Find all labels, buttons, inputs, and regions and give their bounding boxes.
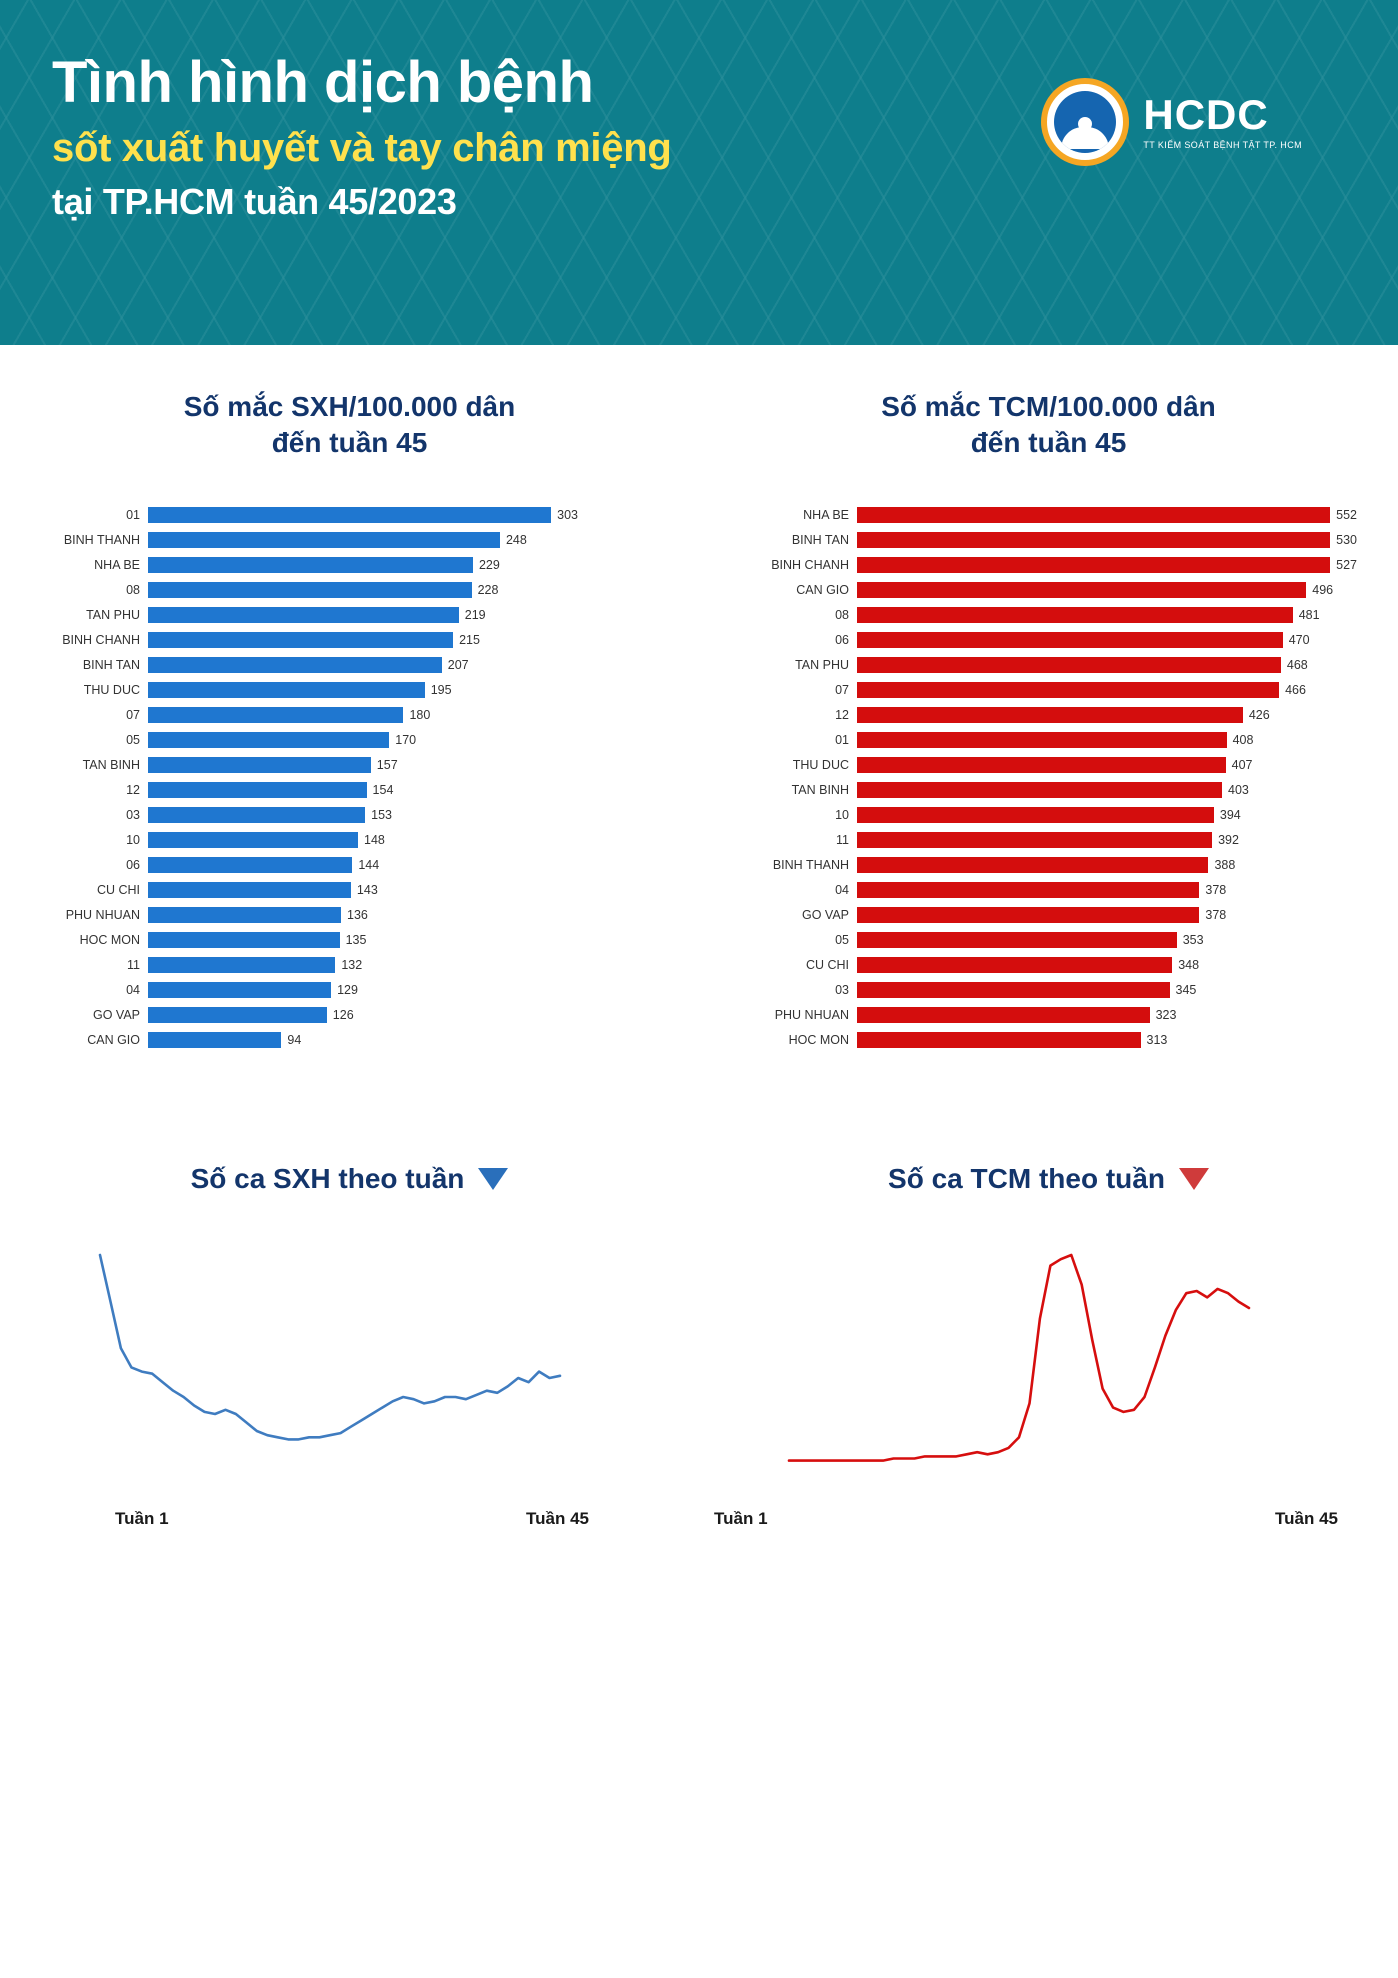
bar-track [857,803,1357,828]
header-banner [0,0,1398,345]
bar-category-label: 11 [127,958,140,973]
bar-row [699,828,1398,853]
bar-track [857,878,1357,903]
bar-row [0,578,699,603]
bar-value-label: 229 [478,558,500,573]
bar-fill [148,1032,281,1048]
trend-line-path [100,1255,560,1439]
bar-category-label: 03 [126,808,140,823]
bar-row [0,553,699,578]
bar-row [699,878,1398,903]
bar-track [857,928,1357,953]
chart-tcm-rate [699,389,1398,1053]
bar-track [857,1003,1357,1028]
bar-row [699,753,1398,778]
bar-value-label: 403 [1228,783,1249,798]
bar-fill [857,507,1330,523]
bar-category-label: NHA BE [803,508,849,523]
bar-track [857,753,1357,778]
bar-category-label: GO VAP [92,1008,140,1023]
bar-category-label: 03 [835,983,849,998]
bar-fill [857,1007,1150,1023]
bar-row [699,703,1398,728]
chart-tcm-weekly-axis [699,1509,1398,1529]
bar-fill [857,607,1293,623]
bar-fill [148,1007,327,1023]
bar-category-label: 07 [126,708,140,723]
bar-track [148,1003,578,1028]
bar-track [148,653,578,678]
bar-value-label: 132 [341,958,363,973]
page-title-line-3: tại TP.HCM tuần 45/2023 [52,180,457,222]
bar-category-label: 07 [835,683,849,698]
bar-category-label: HOC MON [788,1033,849,1048]
bar-fill [148,882,351,898]
bar-row [699,853,1398,878]
bar-category-label: TAN BINH [82,758,140,773]
bar-track [148,753,578,778]
chart-tcm-rate-title-line1: Số mắc TCM/100.000 dân [881,391,1216,422]
axis-start-label: Tuần 1 [714,1508,768,1528]
bar-category-label: CU CHI [96,883,140,898]
chart-sxh-rate-title [0,389,699,461]
bar-track [148,728,578,753]
bar-track [148,503,578,528]
bar-row [0,953,699,978]
bar-fill [148,732,389,748]
bar-value-label: 408 [1232,733,1254,748]
bar-track [857,728,1357,753]
bar-fill [857,757,1226,773]
bar-fill [857,957,1172,973]
chart-sxh-rate-title-line1: Số mắc SXH/100.000 dân [183,391,516,422]
bar-row [0,678,699,703]
trend-line-path [789,1255,1249,1461]
bar-track [148,703,578,728]
bar-row [0,978,699,1003]
bar-fill [148,607,459,623]
bar-fill [148,757,371,773]
bar-value-label: 530 [1336,533,1357,548]
bar-row [699,778,1398,803]
bar-value-label: 348 [1178,958,1200,973]
bar-track [857,553,1357,578]
bar-category-label: 08 [126,583,140,598]
bar-fill [148,782,367,798]
bar-row [699,553,1398,578]
bar-row [699,503,1398,528]
bar-track [148,853,578,878]
bar-category-label: CU CHI [805,958,849,973]
bar-value-label: 378 [1205,908,1227,923]
bar-value-label: 468 [1286,658,1308,673]
bar-fill [148,557,473,573]
bar-value-label: 407 [1231,758,1253,773]
bar-category-label: TAN PHU [795,658,849,673]
bar-category-label: BINH TAN [82,658,140,673]
bar-category-label: TAN BINH [791,783,849,798]
bar-row [699,528,1398,553]
bar-charts-section [0,389,1398,1053]
chart-sxh-weekly-axis [0,1509,699,1529]
bar-track [857,528,1357,553]
bar-value-label: 353 [1182,933,1204,948]
bar-value-label: 392 [1218,833,1239,848]
bar-row [699,578,1398,603]
page-title-line-2: sốt xuất huyết và tay chân miệng [52,125,672,170]
bar-category-label: 10 [126,833,140,848]
bar-track [857,503,1357,528]
chart-tcm-weekly-title-text: Số ca TCM theo tuần [888,1162,1165,1194]
bar-fill [857,932,1177,948]
bar-fill [857,732,1227,748]
bar-category-label: 01 [835,733,849,748]
trend-charts-section [0,1163,1398,1529]
bar-value-label: 248 [505,533,527,548]
bar-track [148,803,578,828]
bar-value-label: 143 [356,883,378,898]
bar-value-label: 144 [358,858,380,873]
bar-row [0,778,699,803]
bar-row [0,1003,699,1028]
bar-track [148,553,578,578]
chart-tcm-weekly [699,1163,1398,1529]
bar-value-label: 378 [1205,883,1227,898]
bar-value-label: 345 [1175,983,1197,998]
bar-fill [148,657,442,673]
chart-sxh-rate-bars [0,503,699,1053]
logo-acronym: HCDC [1143,91,1269,138]
bar-value-label: 303 [557,508,578,523]
bar-fill [857,657,1281,673]
bar-value-label: 552 [1336,508,1357,523]
chart-sxh-rate-title-line2: đến tuần 45 [271,426,428,458]
bar-value-label: 313 [1146,1033,1168,1048]
bar-value-label: 388 [1214,858,1236,873]
bar-value-label: 207 [447,658,469,673]
bar-row [699,1028,1398,1053]
bar-track [857,853,1357,878]
bar-value-label: 394 [1219,808,1241,823]
bar-category-label: BINH TAN [791,533,849,548]
chart-tcm-rate-bars [699,503,1398,1053]
bar-row [0,503,699,528]
bar-track [857,678,1357,703]
bar-row [0,753,699,778]
bar-fill [857,682,1279,698]
bar-fill [148,907,341,923]
bar-fill [857,907,1199,923]
bar-category-label: 05 [126,733,140,748]
bar-value-label: 228 [477,583,499,598]
axis-start-label: Tuần 1 [115,1508,169,1528]
bar-category-label: PHU NHUAN [65,908,140,923]
bar-track [148,928,578,953]
bar-row [699,603,1398,628]
axis-end-label: Tuần 45 [526,1508,589,1528]
bar-value-label: 135 [345,933,367,948]
bar-value-label: 157 [376,758,398,773]
bar-track [857,903,1357,928]
bar-value-label: 153 [371,808,392,823]
bar-row [0,653,699,678]
bar-row [0,603,699,628]
bar-fill [148,682,425,698]
bar-row [699,978,1398,1003]
bar-track [148,578,578,603]
bar-track [148,678,578,703]
chart-sxh-weekly-title [0,1163,699,1195]
bar-fill [148,707,403,723]
bar-category-label: 05 [835,933,849,948]
bar-track [857,978,1357,1003]
bar-fill [857,557,1330,573]
bar-category-label: BINH THANH [772,858,849,873]
bar-fill [148,507,551,523]
bar-category-label: 08 [835,608,849,623]
bar-track [857,628,1357,653]
bar-fill [857,832,1212,848]
chart-tcm-rate-title-line2: đến tuần 45 [970,426,1127,458]
bar-fill [857,632,1283,648]
bar-track [148,1028,578,1053]
bar-category-label: 12 [126,783,140,798]
bar-row [699,928,1398,953]
bar-track [857,703,1357,728]
bar-row [699,728,1398,753]
bar-category-label: 12 [835,708,849,723]
bar-track [857,828,1357,853]
bar-fill [148,532,500,548]
bar-value-label: 466 [1285,683,1306,698]
bar-fill [857,1032,1141,1048]
triangle-down-icon [478,1168,508,1190]
bar-track [148,978,578,1003]
bar-fill [148,632,453,648]
hcdc-logo [1041,78,1302,166]
bar-row [0,803,699,828]
bar-track [857,953,1357,978]
bar-value-label: 180 [409,708,431,723]
bar-fill [857,807,1214,823]
bar-category-label: 06 [126,858,140,873]
axis-end-label: Tuần 45 [1275,1508,1338,1528]
bar-value-label: 470 [1288,633,1310,648]
bar-fill [857,882,1199,898]
bar-track [148,878,578,903]
bar-row [0,853,699,878]
hcdc-logo-text [1143,91,1302,150]
bar-row [699,803,1398,828]
bar-value-label: 219 [464,608,486,623]
chart-tcm-weekly-title [699,1163,1398,1195]
bar-fill [148,857,352,873]
page-title-line-1: Tình hình dịch bệnh [52,50,594,115]
bar-category-label: BINH CHANH [62,633,140,648]
tcm-weekly-line-svg [769,1235,1329,1485]
bar-value-label: 195 [430,683,452,698]
bar-category-label: PHU NHUAN [774,1008,849,1023]
bar-row [0,828,699,853]
bar-value-label: 170 [395,733,417,748]
bar-row [0,528,699,553]
bar-row [699,678,1398,703]
bar-category-label: CAN GIO [87,1033,140,1048]
bar-value-label: 148 [364,833,385,848]
bar-track [148,953,578,978]
bar-category-label: BINH THANH [63,533,140,548]
bar-category-label: THU DUC [792,758,849,773]
bar-track [148,903,578,928]
chart-sxh-weekly-plot [0,1235,699,1485]
bar-value-label: 94 [287,1033,302,1048]
sxh-weekly-line-svg [70,1235,630,1485]
bar-category-label: HOC MON [79,933,140,948]
bar-track [148,628,578,653]
bar-row [0,628,699,653]
bar-track [148,778,578,803]
bar-value-label: 527 [1336,558,1357,573]
bar-fill [148,832,358,848]
bar-value-label: 496 [1312,583,1334,598]
bar-value-label: 126 [332,1008,354,1023]
bar-fill [857,532,1330,548]
bar-track [857,1028,1357,1053]
bar-row [699,653,1398,678]
chart-tcm-rate-title [699,389,1398,461]
bar-fill [148,807,365,823]
chart-tcm-weekly-plot [699,1235,1398,1485]
bar-row [0,928,699,953]
bar-track [857,578,1357,603]
bar-category-label: NHA BE [94,558,140,573]
bar-row [0,1028,699,1053]
bar-value-label: 481 [1298,608,1320,623]
bar-fill [148,582,472,598]
bar-row [699,903,1398,928]
bar-value-label: 215 [459,633,480,648]
bar-track [148,528,578,553]
chart-sxh-rate [0,389,699,1053]
bar-row [0,878,699,903]
bar-category-label: 04 [126,983,140,998]
bar-value-label: 129 [337,983,358,998]
chart-sxh-weekly [0,1163,699,1529]
bar-track [857,653,1357,678]
bar-fill [148,932,340,948]
logo-subtitle: TT KIỂM SOÁT BỆNH TẬT TP. HCM [1143,140,1302,150]
bar-category-label: 10 [835,808,849,823]
bar-row [699,1003,1398,1028]
bar-value-label: 323 [1155,1008,1177,1023]
bar-value-label: 154 [372,783,394,798]
bar-fill [857,782,1222,798]
bar-row [0,728,699,753]
bar-fill [148,982,331,998]
bar-track [857,603,1357,628]
triangle-down-icon [1179,1168,1209,1190]
bar-fill [148,957,335,973]
hcdc-logo-icon [1041,78,1129,166]
bar-track [857,778,1357,803]
bar-category-label: TAN PHU [86,608,140,623]
bar-category-label: 01 [126,508,140,523]
bar-fill [857,582,1306,598]
bar-value-label: 426 [1248,708,1270,723]
bar-category-label: THU DUC [83,683,140,698]
bar-category-label: 04 [835,883,849,898]
bar-row [699,953,1398,978]
bar-row [699,628,1398,653]
bar-category-label: CAN GIO [796,583,849,598]
bar-category-label: 11 [836,833,849,848]
bar-track [148,603,578,628]
bar-track [148,828,578,853]
bar-fill [857,707,1243,723]
bar-fill [857,857,1208,873]
chart-sxh-weekly-title-text: Số ca SXH theo tuần [190,1162,465,1194]
bar-value-label: 136 [347,908,368,923]
bar-row [0,903,699,928]
bar-category-label: BINH CHANH [771,558,849,573]
bar-category-label: GO VAP [801,908,849,923]
bar-fill [857,982,1170,998]
bar-category-label: 06 [835,633,849,648]
bar-row [0,703,699,728]
